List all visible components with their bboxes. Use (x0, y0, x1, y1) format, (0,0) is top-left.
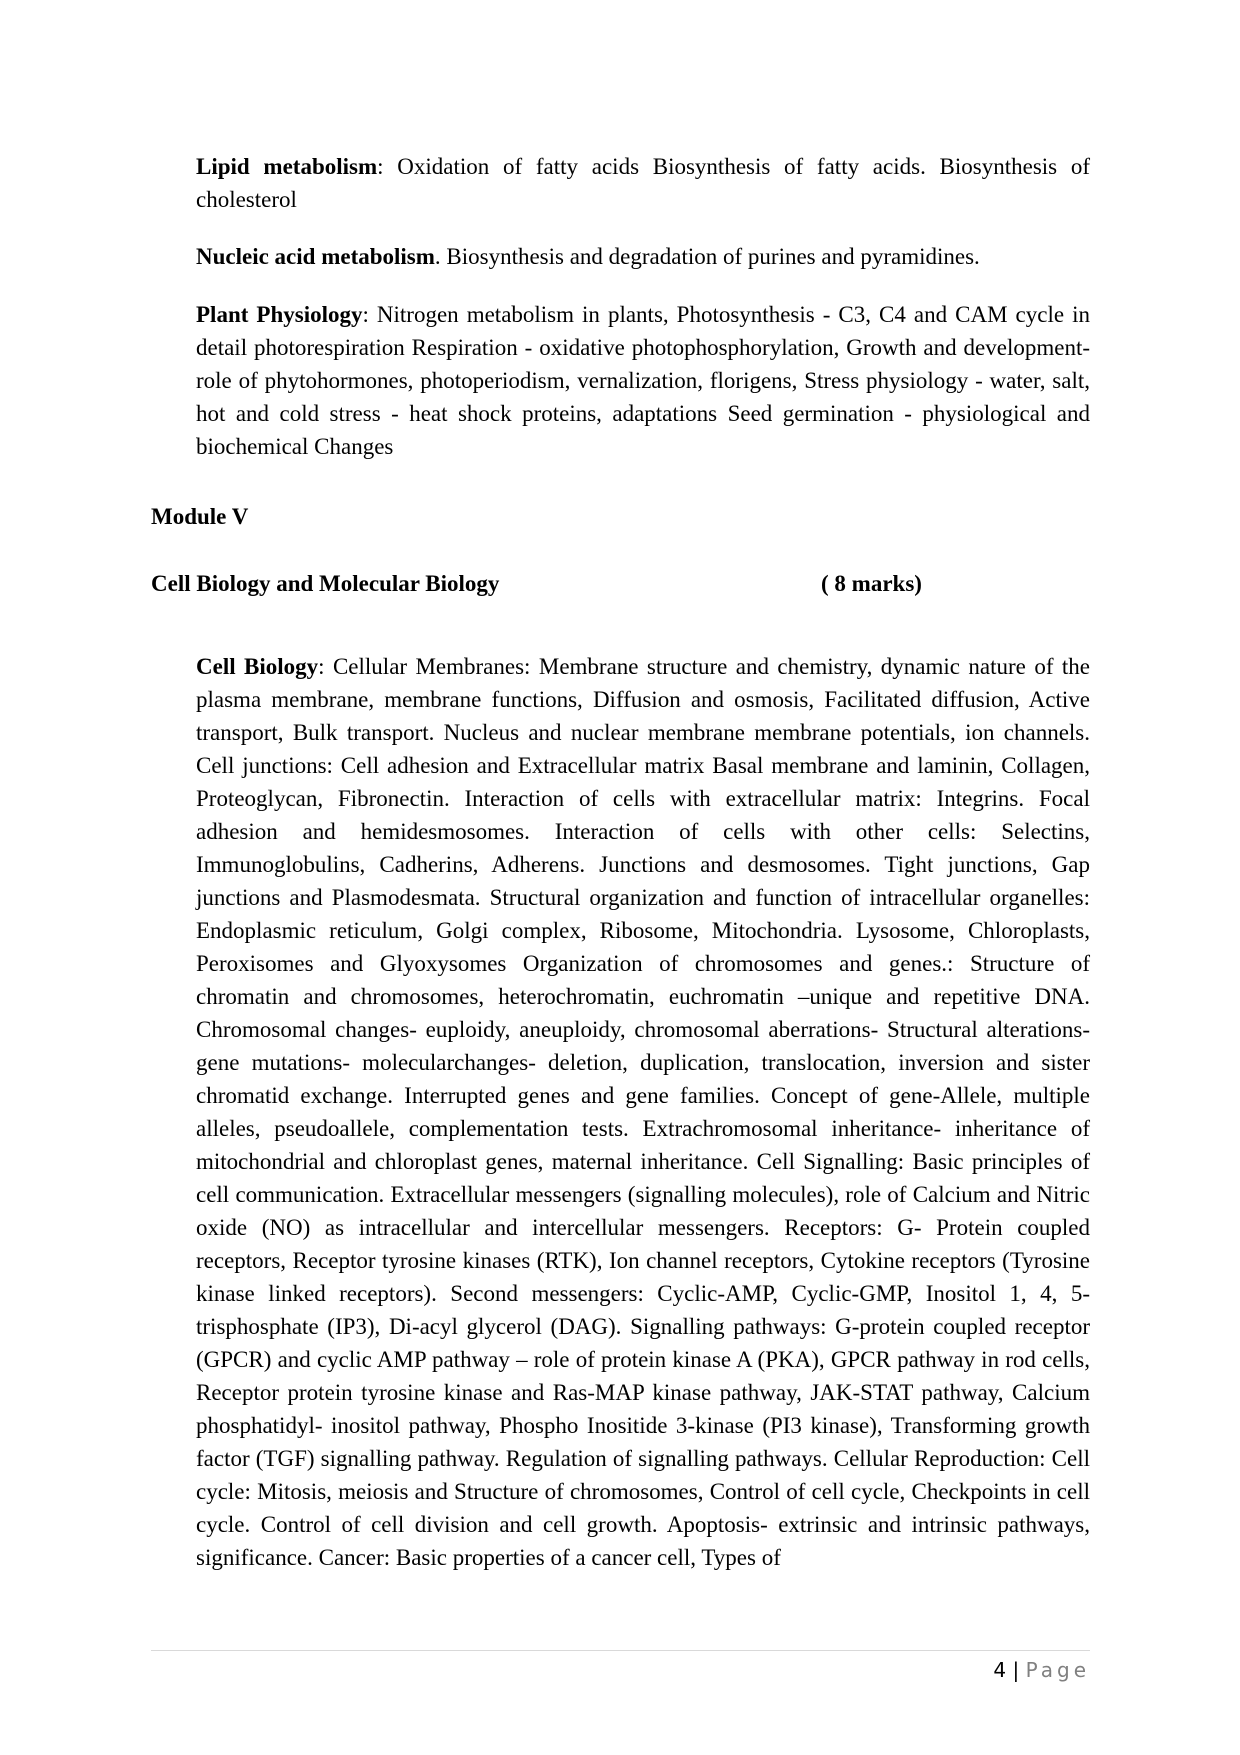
cell-biology-text: Cellular Membranes: Membrane structure and chemistry, dynamic nature of the plasma membrane, membrane functions, Diffusion and osmosis, Facilitated diffusion, Active transport, Bulk transport. Nucleus and nuclear membrane membrane potentials, ion channels. Cell junctions: Cell adhesion and Extracellular matrix Basal membrane and laminin, Collagen, Proteoglycan, Fibronectin. Interaction of cells with extracellular matrix: Integrins. Focal adhesion and hemidesmosomes. Interaction of cells with other cells: Selectins, Immunoglobulins, Cadherins, Adherens. Junctions and desmosomes. Tight junctions, Gap junctions and Plasmodesmata. Structural organization and function of intracellular organelles: Endoplasmic reticulum, Golgi complex, Ribosome, Mitochondria. Lysosome, Chloroplasts, Peroxisomes and Glyoxysomes Organization of chromosomes and genes.: Structure of chromatin and chromosomes, heterochromatin, euchromatin –unique and repetitive DNA. Chromosomal changes- euploidy, aneuploidy, chromosomal aberrations- Structural alterations-gene mutations- molecularchanges- deletion, duplication, translocation, inversion and sister chromatid exchange. Interrupted genes and gene families. Concept of gene-Allele, multiple alleles, pseudoallele, complementation tests. Extrachromosomal inheritance- inheritance of mitochondrial and chloroplast genes, maternal inheritance. Cell Signalling: Basic principles of cell communication. Extracellular messengers (signalling molecules), role of Calcium and Nitric oxide (NO) as intracellular and intercellular messengers. Receptors: G- Protein coupled receptors, Receptor tyrosine kinases (RTK), Ion channel receptors, Cytokine receptors (Tyrosine kinase linked receptors). Second messengers: Cyclic-AMP, Cyclic-GMP, Inositol 1, 4, 5-trisphosphate (IP3), Di-acyl glycerol (DAG). Signalling pathways: G-protein coupled receptor (GPCR) and cyclic AMP pathway – role of protein kinase A (PKA), GPCR pathway in rod cells, Receptor protein tyrosine kinase and Ras-MAP kinase pathway, JAK-STAT pathway, Calcium phosphatidyl- inositol pathway, Phospho Inositide 3-kinase (PI3 kinase), Transforming growth factor (TGF) signalling pathway. Regulation of signalling pathways. Cellular Reproduction: Cell cycle: Mitosis, meiosis and Structure of chromosomes, Control of cell cycle, Checkpoints in cell cycle. Control of cell division and cell growth. Apoptosis- extrinsic and intrinsic pathways, significance. Cancer: Basic properties of a cancer cell, Types of (196, 654, 1090, 1570)
nucleic-acid-paragraph (196, 240, 1090, 273)
nucleic-acid-separator: . (434, 244, 441, 269)
plant-physiology-label: Plant Physiology (196, 302, 363, 327)
page-number-footer (993, 1656, 1090, 1684)
nucleic-acid-text: Biosynthesis and degradation of purines and pyramidines. (440, 244, 980, 269)
lipid-metabolism-text: Oxidation of fatty acids Biosynthesis of fatty acids. Biosynthesis of cholesterol (196, 154, 1091, 212)
page-number: 4 (993, 1658, 1007, 1682)
page-separator: | (1006, 1658, 1026, 1682)
section-marks: ( 8 marks) (821, 571, 922, 596)
section-title: Cell Biology and Molecular Biology (151, 571, 500, 596)
page-word: Page (1025, 1658, 1090, 1682)
plant-physiology-separator: : (362, 302, 369, 327)
lipid-metabolism-paragraph (196, 150, 1090, 216)
cell-biology-label: Cell Biology (196, 654, 319, 679)
lipid-metabolism-label: Lipid metabolism (196, 154, 378, 179)
plant-physiology-paragraph (196, 298, 1090, 463)
lipid-metabolism-separator: : (377, 154, 384, 179)
cell-biology-separator: : (318, 654, 325, 679)
nucleic-acid-label: Nucleic acid metabolism (196, 244, 435, 269)
plant-physiology-text: Nitrogen metabolism in plants, Photosynthesis - C3, C4 and CAM cycle in detail photorespiration Respiration - oxidative photophosphorylation, Growth and development- role of phytohormones, photoperiodism, vernalization, florigens, Stress physiology - water, salt, hot and cold stress - heat shock proteins, adaptations Seed germination - physiological and biochemical Changes (196, 302, 1090, 459)
cell-biology-paragraph (196, 650, 1090, 1574)
footer-divider (151, 1650, 1090, 1651)
module-title: Module V (151, 504, 249, 529)
section-heading (151, 567, 1051, 600)
